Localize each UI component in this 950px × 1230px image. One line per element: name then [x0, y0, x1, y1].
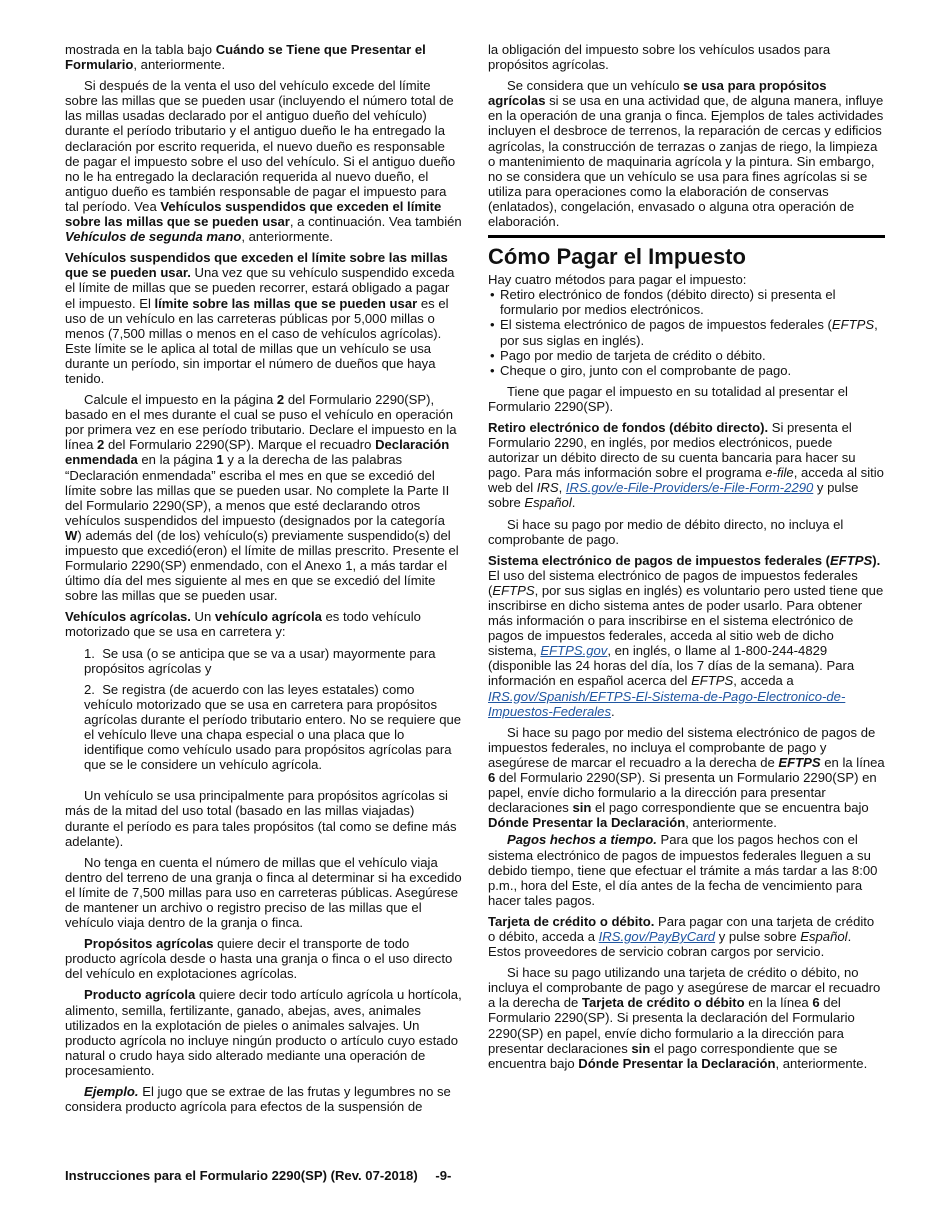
paragraph: Si hace su pago por medio de débito directo, no incluya el comprobante de pago.	[488, 516, 844, 547]
paragraph: Retiro electrónico de fondos (débito directo). Si presenta el Formulario 2290, en inglés, por medios electrónicos, puede autorizar un débito directo de su cuenta bancaria para hacer su pago. Para más información sobre el programa e-file, acceda al sitio web del IRS, IRS.gov/e-File-Providers/e-File-Form-2290 y pulse sobre Español.	[488, 419, 884, 511]
left-column	[65, 42, 462, 1120]
run-in-heading: Tarjeta de crédito o débito.	[488, 913, 655, 929]
run-in-heading: Sistema electrónico de pagos de impuestos federales (EFTPS).	[488, 552, 881, 568]
paragraph: la obligación del impuesto sobre los vehículos usados para propósitos agrícolas.	[488, 42, 831, 73]
list-item: • Cheque o giro, junto con el comprobante de pago.	[488, 363, 885, 378]
right-column	[488, 42, 885, 1077]
footer-title: Instrucciones para el Formulario 2290(SP) (Rev. 07-2018)	[65, 1168, 418, 1183]
paragraph: Un vehículo se usa principalmente para propósitos agrícolas si más de la mitad del uso total (basado en las millas viajadas) durante el período es para tales propósitos (tal como se define más adelante).	[65, 788, 457, 849]
paragraph: Tarjeta de crédito o débito. Para pagar con una tarjeta de crédito o débito, acceda a IRS.gov/PayByCard y pulse sobre Español. Estos proveedores de servicio cobran cargos por servicio.	[488, 913, 875, 960]
section-divider	[488, 235, 885, 238]
paragraph: Si después de la venta el uso del vehículo excede del límite sobre las millas que se pueden usar (incluyendo el número total de las millas usadas declarado por el antiguo dueño del vehículo) durante el período tributario y el antiguo dueño le ha entregado la declaración por escrito requerida, el nuevo dueño es responsable de pagar el impuesto sobre el uso del vehículo. Si el antiguo dueño no le ha entregado la declaración requerida al nuevo dueño, el antiguo dueño es también responsable de pagar el impuesto para tal período. Vea Vehículos suspendidos que exceden el límite sobre las millas que se pueden usar, a continuación. Vea también Vehículos de segunda mano, anteriormente.	[65, 78, 462, 245]
page-number: -9-	[435, 1168, 452, 1183]
list-item: • Retiro electrónico de fondos (débito directo) si presenta el formulario por medios electrónicos.	[488, 287, 885, 317]
run-in-heading: Retiro electrónico de fondos (débito directo).	[488, 419, 769, 435]
paragraph: Producto agrícola quiere decir todo artículo agrícola u hortícola, alimento, semilla, fertilizante, ganado, abejas, aves, animales utilizados en la explotación de pieles o animales salvajes. Un producto agrícola no incluye ningún producto o artículo cuyo estado natural o crudo haya sido alterado mediante una operación de procesamiento.	[65, 987, 462, 1078]
paybycard-link[interactable]: IRS.gov/PayByCard	[598, 928, 716, 944]
paragraph: mostrada en la tabla bajo Cuándo se Tiene que Presentar el Formulario, anteriormente.	[65, 42, 426, 73]
page-footer	[65, 1168, 451, 1183]
paragraph: Vehículos suspendidos que exceden el límite sobre las millas que se pueden usar. Una vez que su vehículo suspendido exceda el límite de millas que se pueden recorrer, estará obligado a pagar el impuesto. El límite sobre las millas que se pueden usar es el uso de un vehículo en las carreteras públicas por 5,000 millas o menos (7,500 millas o menos en el caso de vehículos agrícolas). Este límite se le aplica al total de millas que un vehículo se usa durante un período, sin importar el número de dueños que haya tenido.	[65, 250, 455, 386]
paragraph: Si hace su pago utilizando una tarjeta de crédito o débito, no incluya el comprobante de pago y asegúrese de marcar el recuadro a la derecha de Tarjeta de crédito o débito en la línea 6 del Formulario 2290(SP). Si presenta la declaración del Formulario 2290(SP) en papel, envíe dicho formulario a la dirección para presentar declaraciones sin el pago correspondiente que se encuentra bajo Dónde Presentar la Declaración, anteriormente.	[488, 965, 881, 1071]
paragraph: Se considera que un vehículo se usa para propósitos agrícolas si se usa en una actividad que, de alguna manera, influye en la operación de una granja o finca. Ejemplos de tales actividades incluyen el desbroce de terrenos, la reparación de cercas y edificios agrícolas, la construcción de terrazas o zanjas de riego, la limpieza o mantenimiento de maquinaria agrícola y la pintura. Sin embargo, no se considera que un vehículo se usa para fines agrícolas si se utiliza para operaciones como la elaboración de conservas (enlatados), congelación, envasado o alguna otra operación de elaboración.	[488, 78, 884, 230]
paragraph: Ejemplo. El jugo que se extrae de las frutas y legumbres no se considera producto agrícola para efectos de la suspensión de	[65, 1084, 451, 1115]
payment-methods-list	[488, 287, 885, 378]
paragraph: Tiene que pagar el impuesto en su totalidad al presentar el Formulario 2290(SP).	[488, 383, 848, 414]
paragraph: Si hace su pago por medio del sistema electrónico de pagos de impuestos federales, no incluya el comprobante de pago y asegúrese de marcar el recuadro a la derecha de EFTPS en la línea 6 del Formulario 2290(SP). Si presenta un Formulario 2290(SP) en papel, envíe dicho formulario a la dirección para presentar declaraciones sin el pago correspondiente que se encuentra bajo Dónde Presentar la Declaración, anteriormente.	[488, 724, 885, 831]
run-in-heading: Vehículos suspendidos que exceden el límite sobre las millas que se pueden usar.	[65, 250, 448, 281]
paragraph: Vehículos agrícolas. Un vehículo agrícola es todo vehículo motorizado que se usa en carretera y:	[65, 609, 421, 640]
list-item: • Pago por medio de tarjeta de crédito o débito.	[488, 348, 885, 363]
eftps-link[interactable]: EFTPS.gov	[540, 643, 608, 659]
eftps-spanish-link[interactable]: IRS.gov/Spanish/EFTPS-El-Sistema-de-Pago-Electronico-de-Impuestos-Federales	[488, 688, 846, 719]
paragraph: Propósitos agrícolas quiere decir el transporte de todo producto agrícola desde o hasta una granja o finca o el uso directo del vehículo en explotaciones agrícolas.	[65, 936, 453, 982]
paragraph: Calcule el impuesto en la página 2 del Formulario 2290(SP), basado en el mes durante el cual se puso el vehículo en operación por primera vez en ese período tributario. Declare el impuesto en la línea 2 del Formulario 2290(SP). Marque el recuadro Declaración enmendada en la página 1 y a la derecha de las palabras “Declaración enmendada” escriba el mes en que se excedió del límite sobre las millas que se pueden usar. No complete la Parte II del Formulario 2290(SP), a menos que esté declarando otros vehículos suspendidos del impuesto (designados por la categoría W) además del (de los) vehículo(s) previamente suspendido(s) del impuesto que excedió(eron) el límite de millas prescrito. Presente el Formulario 2290(SP) enmendado, con el Anexo 1, a más tardar el último día del mes siguiente al mes en que se excedió del límite sobre las millas que se pueden usar.	[65, 392, 459, 604]
list-item: 1. Se usa (o se anticipa que se va a usar) mayormente para propósitos agrícolas y	[84, 645, 436, 676]
paragraph: Hay cuatro métodos para pagar el impuesto:	[488, 272, 747, 288]
paragraph: Pagos hechos a tiempo. Para que los pagos hechos con el sistema electrónico de pagos de impuestos federales lleguen a su debido tiempo, tiene que efectuar el trámite a más tardar a las 8:00 p.m., hora del Este, el día antes de la fecha de vencimiento para hacer tales pagos.	[488, 832, 878, 908]
list-item: 2. Se registra (de acuerdo con las leyes estatales) como vehículo motorizado que se usa en carretera para propósitos agrícolas durante el período tributario entero. No se requiere que el vehículo lleve una chapa especial o una placa que lo identifique como vehículo usado para propósitos agrícolas para que se le considere un vehículo agrícola.	[84, 681, 462, 773]
irs-efile-link[interactable]: IRS.gov/e-File-Providers/e-File-Form-2290	[565, 480, 814, 496]
section-heading: Cómo Pagar el Impuesto	[488, 244, 746, 270]
paragraph: No tenga en cuenta el número de millas que el vehículo viaja dentro del terreno de una granja o finca al determinar si ha excedido el límite de 7,500 millas para uso en carreteras públicas. Asegúrese de mantener un archivo o registro preciso de las millas que el vehículo viaja dentro de la granja o finca.	[65, 854, 462, 931]
run-in-heading: Pagos hechos a tiempo.	[507, 832, 657, 848]
list-item: • El sistema electrónico de pagos de impuestos federales (EFTPS, por sus siglas en inglés).	[488, 317, 885, 347]
paragraph: Sistema electrónico de pagos de impuestos federales (EFTPS). El uso del sistema electrónico de pagos de impuestos federales (EFTPS, por sus siglas en inglés) es voluntario pero usted tiene que inscribirse en dicho sistema antes de poder usarlo. Para obtener más información o para inscribirse en el sistema electrónico de pagos de impuestos federales, acceda al sitio web de dicho sistema, EFTPS.gov, en inglés, o llame al 1-800-244-4829 (disponible las 24 horas del día, los 7 días de la semana). Para información en español acerca del EFTPS, acceda a IRS.gov/Spanish/EFTPS-El-Sistema-de-Pago-Electronico-de-Impuestos-Federales.	[488, 552, 884, 719]
run-in-heading: Vehículos agrícolas.	[65, 609, 191, 625]
